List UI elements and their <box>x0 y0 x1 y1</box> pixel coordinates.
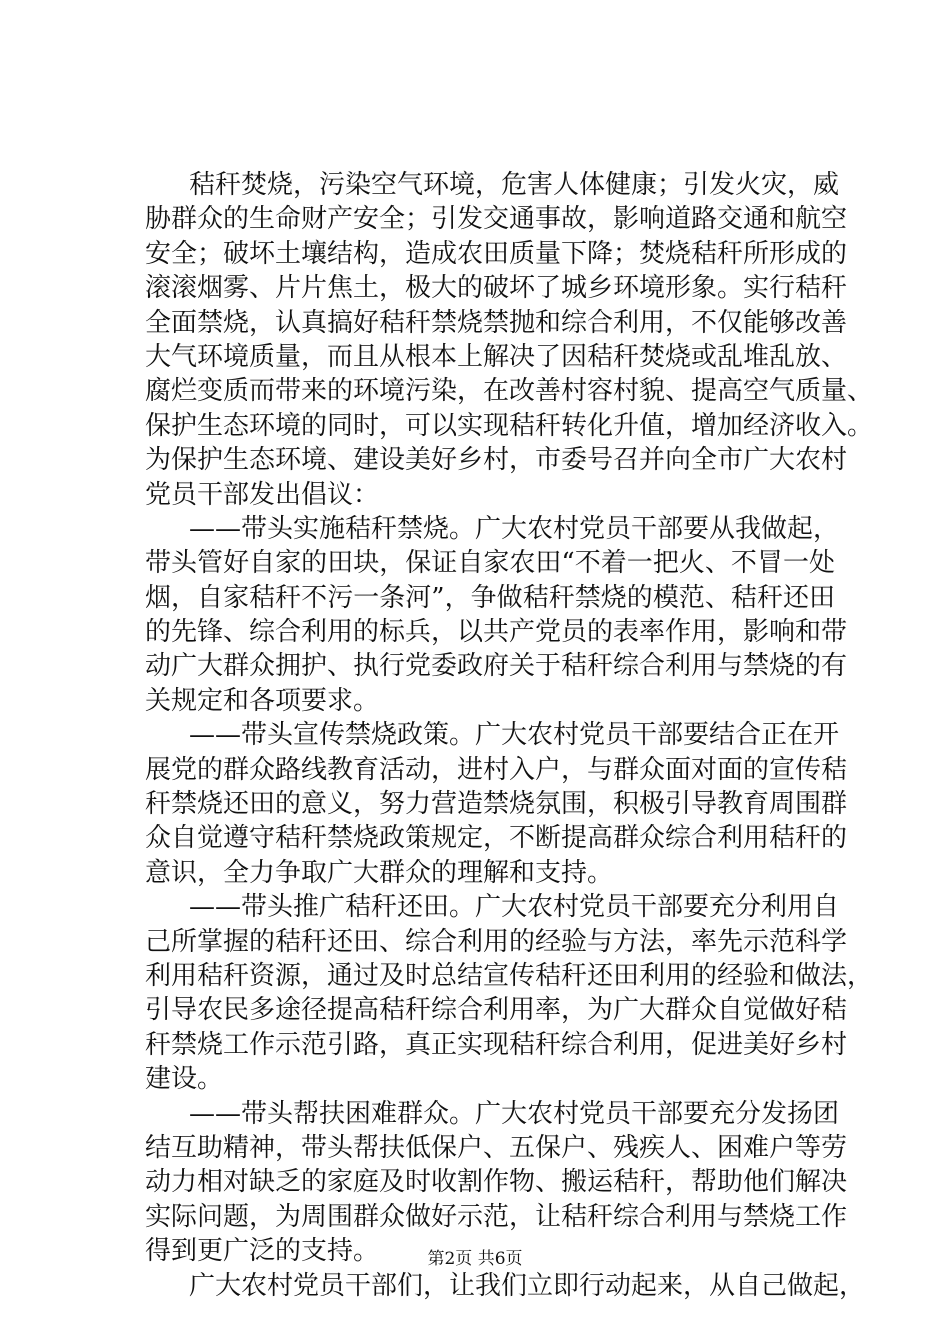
text-line: 己所掌握的秸秆还田、综合利用的经验与方法，率先示范科学 <box>145 926 848 957</box>
text-line: 秆禁烧工作示范引路，真正实现秸秆综合利用，促进美好乡村 <box>145 1029 848 1060</box>
text-line: 腐烂变质而带来的环境污染，在改善村容村貌、提高空气质量、 <box>145 376 874 407</box>
text-line: 动力相对缺乏的家庭及时收割作物、搬运秸秆，帮助他们解决 <box>145 1167 848 1198</box>
text-line: 大气环境质量，而且从根本上解决了因秸秆焚烧或乱堆乱放、 <box>145 341 848 372</box>
page-footer: 第2页 共6页 <box>427 1249 523 1269</box>
text-line: 利用秸秆资源，通过及时总结宣传秸秆还田利用的经验和做法， <box>145 960 874 991</box>
text-line: ——带头宣传禁烧政策。广大农村党员干部要结合正在开 <box>189 720 840 751</box>
text-line: 结互助精神，带头帮扶低保户、五保户、残疾人、困难户等劳 <box>145 1132 848 1163</box>
text-line: ——带头推广秸秆还田。广大农村党员干部要充分利用自 <box>189 892 840 923</box>
text-line: 为保护生态环境、建设美好乡村，市委号召并向全市广大农村 <box>145 445 848 476</box>
text-line: ——带头帮扶困难群众。广大农村党员干部要充分发扬团 <box>189 1098 840 1129</box>
text-line: 动广大群众拥护、执行党委政府关于秸秆综合利用与禁烧的有 <box>145 651 848 682</box>
text-line: 胁群众的生命财产安全；引发交通事故，影响道路交通和航空 <box>145 204 848 235</box>
text-line: 得到更广泛的支持。 <box>145 1236 380 1267</box>
text-line: 滚滚烟雾、片片焦土，极大的破坏了城乡环境形象。实行秸秆 <box>145 273 848 304</box>
text-line: 党员干部发出倡议： <box>145 479 380 510</box>
text-line: 秆禁烧还田的意义，努力营造禁烧氛围，积极引导教育周围群 <box>145 789 848 820</box>
text-line: 安全；破坏土壤结构，造成农田质量下降；焚烧秸秆所形成的 <box>145 238 848 269</box>
text-line: 秸秆焚烧，污染空气环境，危害人体健康；引发火灾，威 <box>189 170 840 200</box>
text-line: 众自觉遵守秸秆禁烧政策规定，不断提高群众综合利用秸秆的 <box>145 823 848 854</box>
text-line: 全面禁烧，认真搞好秸秆禁烧禁抛和综合利用，不仅能够改善 <box>145 307 848 338</box>
body-text <box>145 168 874 1303</box>
text-line: 带头管好自家的田块，保证自家农田“不着一把火、不冒一处 <box>145 548 835 579</box>
text-line: 的先锋、综合利用的标兵，以共产党员的表率作用，影响和带 <box>145 617 848 648</box>
text-line: ——带头实施秸秆禁烧。广大农村党员干部要从我做起， <box>189 513 840 544</box>
text-line: 烟，自家秸秆不污一条河”，争做秸秆禁烧的模范、秸秆还田 <box>145 582 835 613</box>
text-line: 意识，全力争取广大群众的理解和支持。 <box>145 857 614 888</box>
text-line: 保护生态环境的同时，可以实现秸秆转化升值，增加经济收入。 <box>145 410 874 441</box>
text-line: 引导农民多途径提高秸秆综合利用率，为广大群众自觉做好秸 <box>145 995 848 1026</box>
text-line: 广大农村党员干部们，让我们立即行动起来，从自己做起， <box>189 1270 866 1301</box>
text-line: 实际问题，为周围群众做好示范，让秸秆综合利用与禁烧工作 <box>145 1201 848 1232</box>
text-line: 建设。 <box>145 1064 224 1095</box>
text-line: 关规定和各项要求。 <box>145 685 380 716</box>
text-line: 展党的群众路线教育活动，进村入户，与群众面对面的宣传秸 <box>145 754 848 785</box>
